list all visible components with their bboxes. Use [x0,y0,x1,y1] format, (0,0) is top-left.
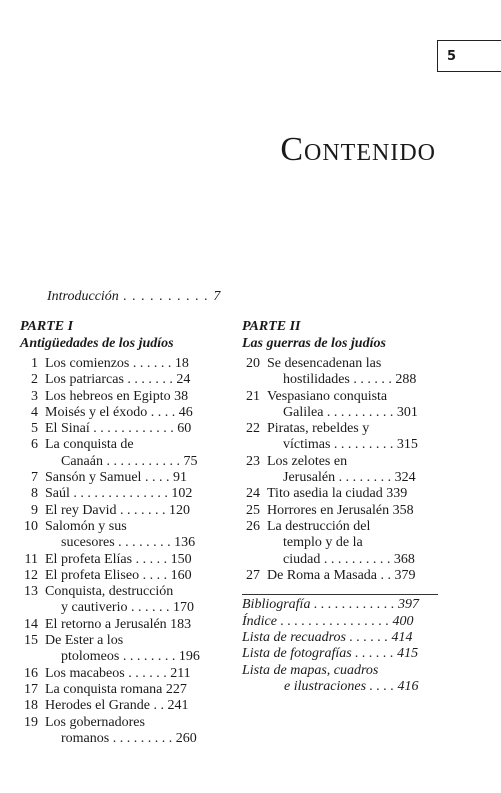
chapter-title-line: El Sinaí . . . . . . . . . . . . 60 [45,421,192,437]
chapter-title-line: Vespasiano conquista [267,388,388,404]
toc-entry[interactable] [20,715,216,748]
chapter-title-line: Saúl . . . . . . . . . . . . . . 102 [45,486,193,502]
toc-entry[interactable] [20,584,216,617]
part-1-entries [20,356,216,747]
chapter-number: 2 [31,372,38,388]
chapter-title [45,584,216,617]
chapter-title [267,421,438,454]
chapter-title [267,356,438,389]
toc-entry[interactable] [242,454,438,487]
chapter-title [267,454,438,487]
chapter-title-line: Conquista, destrucción [45,584,174,600]
chapter-title [45,470,216,486]
chapter-number: 6 [31,437,38,453]
chapter-title-line: El profeta Eliseo . . . . 160 [45,567,192,583]
chapter-title-line: Los macabeos . . . . . . 211 [45,665,191,681]
chapter-title [45,503,216,519]
chapter-number: 20 [246,356,260,371]
part-1-heading: PARTE I [20,319,74,334]
chapter-title [45,437,216,470]
chapter-number: 17 [24,681,38,697]
chapter-number: 24 [246,486,260,502]
chapter-number: 3 [31,388,38,404]
part-1-subtitle: Antigüedades de los judíos [20,336,174,351]
part-2-subtitle: Las guerras de los judíos [242,336,386,351]
chapter-title-line: Galilea . . . . . . . . . . 301 [283,404,418,420]
chapter-title-line: sucesores . . . . . . . . 136 [61,535,196,551]
part-2-column [242,318,438,696]
toc-entry[interactable] [242,568,438,584]
chapter-title [45,405,216,421]
toc-entry[interactable] [20,552,216,568]
toc-entry[interactable] [20,421,216,437]
back-matter-line: Bibliografía . . . . . . . . . . . . 397 [242,597,419,613]
chapter-title-line: El rey David . . . . . . . 120 [45,502,191,518]
chapter-title-line: ciudad . . . . . . . . . . 368 [283,551,415,567]
part-1-column [20,318,216,747]
chapter-title [267,519,438,568]
toc-entry[interactable] [20,617,216,633]
chapter-title [45,421,216,437]
chapter-title [45,389,216,405]
part-2-heading: PARTE II [242,319,301,334]
toc-entry[interactable] [242,486,438,502]
chapter-title [45,486,216,502]
chapter-number: 7 [31,470,38,486]
chapter-title [45,617,216,633]
chapter-number: 14 [24,616,38,632]
chapter-title-line: Tito asedia la ciudad 339 [267,486,408,502]
back-matter-entry[interactable] [242,646,438,662]
chapter-title-line: víctimas . . . . . . . . . 315 [283,437,418,453]
back-matter-line: Lista de fotografías . . . . . . 415 [242,646,419,662]
toc-entry[interactable] [242,519,438,568]
chapter-title-line: Moisés y el éxodo . . . . 46 [45,404,193,420]
back-matter-line: Lista de recuadros . . . . . . 414 [242,629,413,645]
toc-entry[interactable] [20,519,216,552]
page-title: Contenido [280,131,436,168]
chapter-number: 5 [31,421,38,437]
chapter-title-line: Los patriarcas . . . . . . . 24 [45,372,191,388]
toc-entry[interactable] [20,568,216,584]
chapter-title [45,372,216,388]
chapter-title-line: Herodes el Grande . . 241 [45,698,189,714]
page-number: 5 [447,49,457,64]
chapter-number: 21 [246,388,260,404]
chapter-title-line: Salomón y sus [45,518,127,534]
chapter-number: 22 [246,421,260,437]
chapter-number: 13 [24,584,38,600]
chapter-title-line: ptolomeos . . . . . . . . 196 [61,649,200,665]
toc-entry[interactable] [20,503,216,519]
toc-entry[interactable] [20,698,216,714]
toc-entry[interactable] [20,405,216,421]
chapter-number: 9 [31,502,38,518]
chapter-title-line: Sansón y Samuel . . . . 91 [45,470,187,486]
toc-entry[interactable] [20,682,216,698]
chapter-number: 11 [24,551,38,567]
chapter-title-line: Horrores en Jerusalén 358 [267,502,414,518]
chapter-title [45,633,216,666]
chapter-title [45,682,216,698]
chapter-title [45,715,216,748]
back-matter-entry[interactable] [242,663,438,696]
back-matter-entry[interactable] [242,597,438,613]
chapter-title-line: Se desencadenan las [267,356,382,371]
chapter-title-line: Piratas, rebeldes y [267,421,370,437]
chapter-title-line: hostilidades . . . . . . 288 [283,372,417,388]
chapter-number: 25 [246,502,260,518]
chapter-title-line: y cautiverio . . . . . . 170 [61,600,194,616]
back-matter-entry[interactable] [242,630,438,646]
chapter-title-line: La conquista romana 227 [45,681,187,697]
chapter-title-line: El retorno a Jerusalén 183 [45,616,192,632]
chapter-title [267,503,438,519]
chapter-number: 27 [246,567,260,583]
chapter-number: 12 [24,567,38,583]
toc-entry[interactable] [242,356,438,389]
back-matter-list [242,594,438,695]
chapter-title-line: De Ester a los [45,633,124,649]
chapter-title-line: Canaán . . . . . . . . . . . 75 [61,453,198,469]
chapter-title [45,698,216,714]
toc-entry-introduction[interactable] [47,289,220,305]
chapter-number: 16 [24,665,38,681]
chapter-number: 23 [246,453,260,469]
entry-page: 7 [213,289,221,304]
back-matter-line: Lista de mapas, cuadros [242,662,379,678]
chapter-title [267,389,438,422]
toc-entry[interactable] [20,486,216,502]
chapter-title-line: La conquista de [45,437,134,453]
toc-entry[interactable] [20,389,216,405]
chapter-number: 4 [31,404,38,420]
chapter-title [267,486,438,502]
chapter-number: 8 [31,486,38,502]
chapter-number: 26 [246,518,260,534]
chapter-title-line: El profeta Elías . . . . . 150 [45,551,192,567]
toc-entry[interactable] [242,503,438,519]
chapter-title-line: Los comienzos . . . . . . 18 [45,356,189,371]
back-matter-line: Índice . . . . . . . . . . . . . . . . 400 [242,613,414,629]
toc-entry[interactable] [20,666,216,682]
chapter-title-line: romanos . . . . . . . . . 260 [61,730,197,746]
back-matter-line: e ilustraciones . . . . 416 [284,679,419,695]
chapter-number: 10 [24,518,38,534]
chapter-title [45,666,216,682]
chapter-title-line: Jerusalén . . . . . . . . 324 [283,470,416,486]
part-2-entries [242,356,438,584]
toc-entry[interactable] [20,372,216,388]
chapter-title-line: Los zelotes en [267,453,348,469]
entry-label: Introducción [47,289,119,304]
chapter-title [45,552,216,568]
chapter-title-line: La destrucción del [267,518,371,534]
chapter-number: 1 [31,356,38,371]
chapter-title-line: De Roma a Masada . . 379 [267,567,416,583]
chapter-title-line: Los hebreos en Egipto 38 [45,388,189,404]
back-matter-entry[interactable] [242,614,438,630]
toc-entry[interactable] [20,356,216,372]
chapter-number: 18 [24,698,38,714]
chapter-number: 19 [24,714,38,730]
chapter-title [45,519,216,552]
chapter-number: 15 [24,633,38,649]
entry-leader: . . . . . . . . . . [118,289,214,304]
chapter-title-line: Los gobernadores [45,714,145,730]
toc-entry[interactable] [20,633,216,666]
chapter-title [267,568,438,584]
chapter-title-line: templo y de la [283,535,363,551]
toc-entry[interactable] [20,470,216,486]
chapter-title [45,356,216,372]
toc-entry[interactable] [242,421,438,454]
toc-entry[interactable] [242,389,438,422]
toc-entry[interactable] [20,437,216,470]
chapter-title [45,568,216,584]
